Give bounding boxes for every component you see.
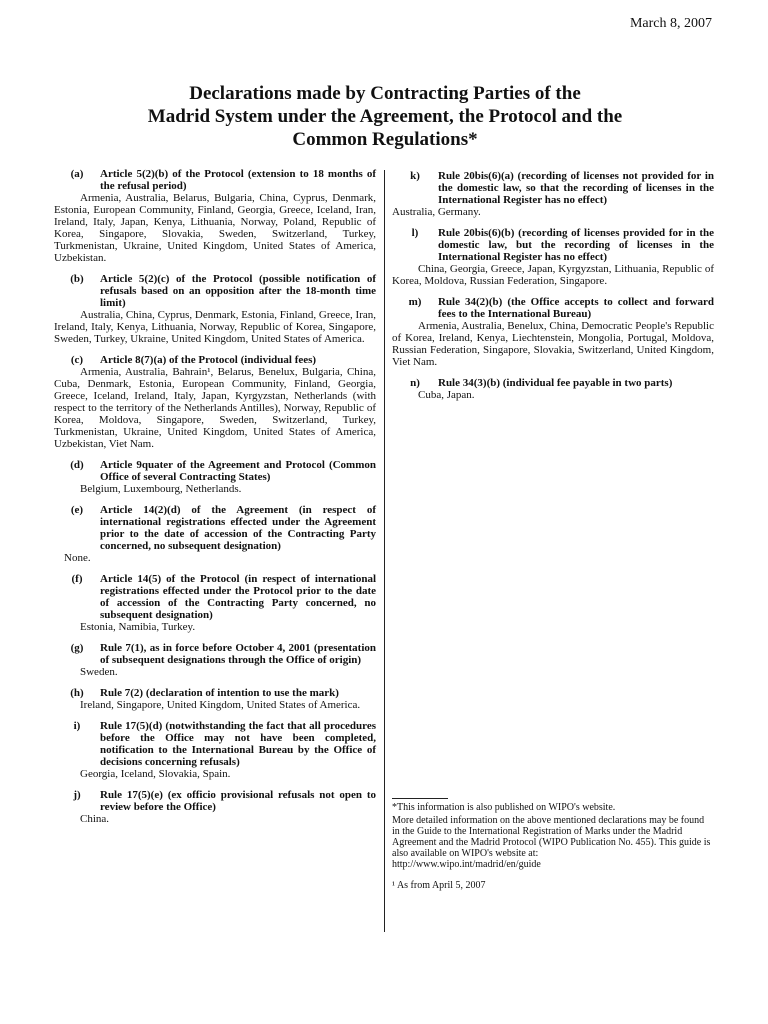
footnote-1: ¹ As from April 5, 2007 [392, 880, 486, 891]
left-column [54, 168, 376, 834]
declaration-entry [54, 354, 376, 450]
entry-label: (a) [70, 168, 84, 180]
entry-heading: Rule 7(1), as in force before October 4, 2001 (presentation of subsequent designations through the Office of origin) [100, 642, 376, 666]
entry-countries: Australia, Germany. [392, 206, 481, 218]
declaration-entry [54, 168, 376, 264]
footnote-rule [392, 798, 448, 799]
entry-heading: Rule 17(5)(d) (notwithstanding the fact that all procedures before the Office may not have been completed, notification to the International Bureau by the Office of decisions concerning refusals) [100, 720, 376, 768]
entry-heading: Rule 34(3)(b) (individual fee payable in two parts) [438, 377, 673, 389]
guide-link[interactable]: http://www.wipo.int/madrid/en/guide [392, 859, 541, 870]
document-title [60, 82, 710, 151]
title-line: Declarations made by Contracting Parties of the [189, 83, 581, 104]
right-column [392, 170, 714, 410]
entry-countries: Sweden. [80, 666, 118, 678]
entry-label: (h) [70, 687, 84, 699]
title-line: Common Regulations* [292, 129, 478, 150]
entry-countries: Armenia, Australia, Bahrain¹, Belarus, Benelux, Bulgaria, China, Cuba, Denmark, Estonia, European Community, Finland, Georgia, Greece, Iceland, Ireland, Italy, Japan, Kyrgyzstan, Netherlands (with respect to the territory of the Netherlands Antilles), Norway, Republic of Korea, Moldova, Singapore, Sweden, Switzerland, Turkey, Turkmenistan, Ukraine, United Kingdom, United States of America, Uzbekistan, Viet Nam. [54, 366, 376, 450]
entry-label: (g) [70, 642, 84, 654]
entry-label: (d) [70, 459, 84, 471]
footnote-star: *This information is also published on WIPO's website. [392, 802, 616, 813]
entry-heading: Rule 20bis(6)(b) (recording of licenses provided for in the domestic law, but the recording of licenses in the International Register has no effect) [438, 227, 714, 263]
entry-countries: Armenia, Australia, Benelux, China, Democratic People's Republic of Korea, Ireland, Kenya, Liechtenstein, Mongolia, Portugal, Moldova, Russian Federation, Singapore, Slovakia, Switzerland, United Kingdom, Viet Nam. [392, 320, 714, 368]
entry-heading: Rule 34(2)(b) (the Office accepts to collect and forward fees to the International Bureau) [438, 296, 714, 320]
declaration-entry [392, 170, 714, 218]
entry-countries: China. [80, 813, 110, 825]
declaration-entry [392, 377, 714, 401]
entry-label: j) [73, 789, 81, 801]
entry-heading: Rule 20bis(6)(a) (recording of licenses not provided for in the domestic law, so that the recording of licenses in the International Register has no effect) [438, 170, 714, 206]
entry-heading: Article 14(5) of the Protocol (in respect of international registrations effected under the Protocol prior to the date of accession of the Contracting Party concerned, no subsequent designation) [100, 573, 376, 621]
declaration-entry [54, 273, 376, 345]
entry-label: (e) [70, 504, 84, 516]
declaration-entry [392, 296, 714, 368]
column-divider [384, 170, 385, 932]
entry-label: (b) [70, 273, 84, 285]
entry-heading: Article 9quater of the Agreement and Protocol (Common Office of several Contracting States) [100, 459, 376, 483]
declaration-entry [54, 687, 376, 711]
entry-countries: Cuba, Japan. [418, 389, 475, 401]
entry-heading: Rule 7(2) (declaration of intention to use the mark) [100, 687, 339, 699]
entry-heading: Article 5(2)(b) of the Protocol (extension to 18 months of the refusal period) [100, 168, 376, 192]
entry-label: n) [410, 377, 420, 389]
entry-countries: Ireland, Singapore, United Kingdom, United States of America. [80, 699, 361, 711]
entry-countries: Belgium, Luxembourg, Netherlands. [80, 483, 242, 495]
entry-countries: None. [64, 552, 91, 564]
declaration-entry [54, 789, 376, 825]
entry-countries: Australia, China, Cyprus, Denmark, Estonia, Finland, Greece, Iran, Ireland, Italy, Kenya, Lithuania, Norway, Republic of Korea, Singapore, Sweden, Turkey, Ukraine, United Kingdom, United States of America. [54, 309, 377, 345]
title-line: Madrid System under the Agreement, the Protocol and the [147, 106, 623, 127]
entry-label: i) [73, 720, 81, 732]
entry-label: (f) [71, 573, 83, 585]
entry-heading: Article 8(7)(a) of the Protocol (individual fees) [100, 354, 317, 366]
entry-countries: Georgia, Iceland, Slovakia, Spain. [80, 768, 231, 780]
declaration-entry [392, 227, 714, 287]
declaration-entry [54, 573, 376, 633]
declaration-entry [54, 459, 376, 495]
entry-countries: China, Georgia, Greece, Japan, Kyrgyzstan, Lithuania, Republic of Korea, Moldova, Russian Federation, Singapore. [392, 263, 714, 287]
entry-label: l) [411, 227, 419, 239]
entry-countries: Estonia, Namibia, Turkey. [80, 621, 196, 633]
declaration-entry [54, 642, 376, 678]
entry-heading: Article 14(2)(d) of the Agreement (in respect of international registrations effected under the Agreement prior to the date of accession of the Contracting Party concerned, no subsequent designation) [100, 504, 376, 552]
entry-label: m) [408, 296, 422, 308]
footnotes [392, 798, 714, 891]
entry-label: (c) [70, 354, 84, 366]
entry-countries: Armenia, Australia, Belarus, Bulgaria, China, Cyprus, Denmark, Estonia, European Community, Finland, Georgia, Greece, Iceland, Iran, Ireland, Italy, Japan, Kenya, Lithuania, Norway, Poland, Republic of Korea, Singapore, Slovakia, Sweden, Switzerland, Turkey, Turkmenistan, Ukraine, United Kingdom, United States of America, Uzbekistan. [54, 192, 376, 264]
entry-heading: Rule 17(5)(e) (ex officio provisional refusals not open to review before the Office) [100, 789, 376, 813]
entry-label: k) [410, 170, 420, 182]
declaration-entry [54, 504, 376, 564]
document-date: March 8, 2007 [629, 16, 712, 31]
footnote-detail: More detailed information on the above mentioned declarations may be found in the Guide to the International Registration of Marks under the Madrid Agreement and the Madrid Protocol (WIPO Publication No. 455). This guide is also available on WIPO's website at: [392, 815, 711, 859]
entry-heading: Article 5(2)(c) of the Protocol (possible notification of refusals based on an opposition after the 18-month time limit) [100, 273, 376, 309]
declaration-entry [54, 720, 376, 780]
